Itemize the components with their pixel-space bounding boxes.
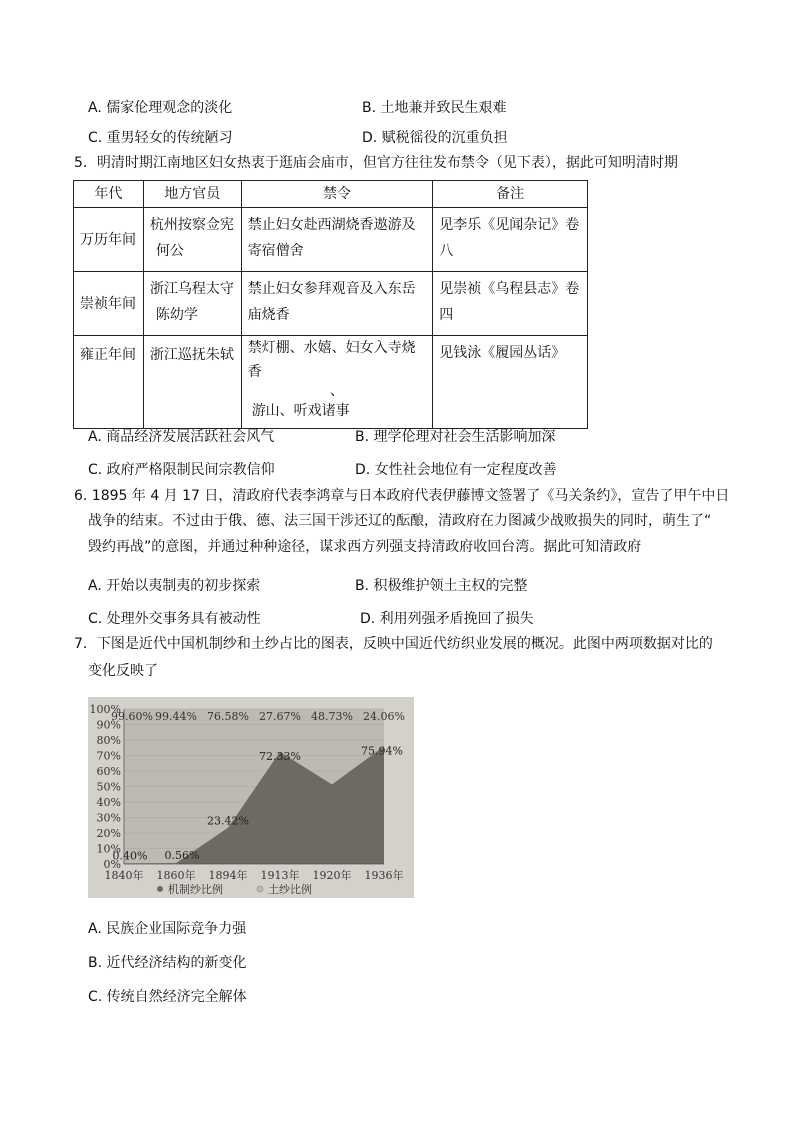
q7-option-b: B. 近代经济结构的新变化 [88, 955, 247, 971]
q4-option-a: A. 儒家伦理观念的淡化 [88, 100, 233, 116]
y-tick-label: 10% [96, 842, 121, 856]
cell-official: 浙江巡抚朱轼 [143, 336, 241, 429]
note-line: 见钱泳《履园丛话》 [439, 345, 566, 361]
y-tick-label: 30% [96, 811, 121, 825]
y-tick-label: 60% [96, 765, 121, 778]
note-line: 见李乐《见闻杂记》卷 [439, 217, 580, 233]
ban-line: 游山、听戏诸事 [251, 403, 350, 419]
ban-line: 禁止妇女赴西湖烧香遨游及 [247, 217, 416, 233]
q4-option-b: B. 土地兼并致民生艰难 [362, 100, 507, 116]
q6-line-2: 战争的结束。不过由于俄、德、法三国干涉还辽的酝酿，清政府在力图减少战败损失的同时，萌生了“ [88, 513, 712, 529]
data-label-land-yarn: 76.58% [207, 710, 249, 723]
note-line: 见崇祯《乌程县志》卷 [439, 281, 580, 297]
y-tick-label: 0% [103, 858, 121, 871]
ban-mark: 、 [329, 383, 344, 399]
q4-option-c: C. 重男轻女的传统陋习 [88, 130, 233, 146]
q6-line-1: 6. 1895 年 4 月 17 日，清政府代表李鸿章与日本政府代表伊藤博文签署了《马关条约》，宣告了甲午中日 [74, 488, 730, 504]
table-row [74, 272, 588, 336]
data-label-land-yarn: 48.73% [311, 710, 353, 723]
q5-option-d: D. 女性社会地位有一定程度改善 [355, 462, 557, 478]
q6-line-3: 毁约再战”的意图，并通过种种途径，谋求西方列强支持清政府收回台湾。据此可知清政府 [88, 539, 642, 555]
header-official: 地方官员 [143, 181, 241, 208]
ban-line: 寄宿僧舍 [247, 243, 304, 259]
legend-label-land-yarn: 土纱比例 [268, 883, 312, 896]
data-label-land-yarn: 99.44% [155, 710, 197, 723]
cell-note [433, 336, 588, 429]
cell-ban [241, 272, 433, 336]
x-tick-label: 1894年 [208, 869, 248, 882]
y-tick-label: 40% [96, 796, 121, 809]
table-header-row [74, 181, 588, 208]
y-tick-label: 100% [89, 703, 121, 716]
x-tick-label: 1936年 [364, 869, 404, 882]
q7-option-c: C. 传统自然经济完全解体 [88, 989, 247, 1005]
data-label-machine-yarn: 72.33% [259, 749, 301, 763]
ban-line: 庙烧香 [247, 307, 290, 323]
q7-line-1: 7．下图是近代中国机制纱和土纱占比的图表，反映中国近代纺织业发展的概况。此图中两项数据对比的 [74, 636, 713, 652]
cell-official [143, 272, 241, 336]
y-tick-label: 90% [96, 718, 121, 732]
cell-era: 雍正年间 [74, 336, 144, 429]
note-line: 四 [439, 307, 454, 323]
q5-option-c: C. 政府严格限制民间宗教信仰 [88, 462, 275, 478]
y-tick-label: 80% [96, 734, 121, 747]
q5-stem: 5．明清时期江南地区妇女热衷于逛庙会庙市，但官方往往发布禁令（见下表），据此可知明清时期 [74, 155, 678, 171]
data-label-land-yarn: 99.60% [111, 710, 153, 723]
official-line: 浙江乌程太守 [149, 281, 234, 297]
y-tick-label: 20% [96, 827, 121, 840]
q4-option-d: D. 赋税徭役的沉重负担 [362, 130, 508, 146]
x-tick-label: 1840年 [104, 869, 144, 882]
official-line: 杭州按察佥宪 [149, 217, 234, 233]
cell-ban [241, 208, 433, 272]
q6-option-d: D. 利用列强矛盾挽回了损失 [360, 611, 534, 627]
q5-option-b: B. 理学伦理对社会生活影响加深 [355, 429, 556, 445]
q7-option-a: A. 民族企业国际竞争力强 [88, 921, 247, 937]
cell-note [433, 272, 588, 336]
header-note: 备注 [433, 181, 588, 208]
q6-option-b: B. 积极维护领土主权的完整 [355, 578, 528, 594]
q6-option-a: A. 开始以夷制夷的初步探索 [88, 578, 261, 594]
data-label-machine-yarn: 23.42% [207, 814, 249, 828]
header-ban: 禁令 [241, 181, 433, 208]
chart-svg [88, 697, 414, 898]
data-label-land-yarn: 24.06% [363, 710, 405, 723]
header-era: 年代 [74, 181, 144, 208]
x-tick-label: 1860年 [156, 869, 196, 882]
cell-note [433, 208, 588, 272]
cell-era: 崇祯年间 [74, 272, 144, 336]
cell-ban [241, 336, 433, 429]
legend-swatch-land-yarn [257, 886, 263, 892]
x-tick-label: 1920年 [312, 869, 352, 882]
data-label-machine-yarn: 0.40% [112, 849, 148, 863]
official-line: 陈幼学 [155, 307, 198, 323]
data-label-machine-yarn: 75.94% [361, 744, 403, 758]
cell-era: 万历年间 [74, 208, 144, 272]
q5-table [73, 180, 588, 429]
table-row [74, 208, 588, 272]
q6-option-c: C. 处理外交事务具有被动性 [88, 611, 261, 627]
ban-line: 禁灯棚、水嬉、妇女入寺烧香 [247, 340, 416, 380]
x-tick-label: 1913年 [260, 869, 300, 882]
q7-line-2: 变化反映了 [88, 663, 158, 679]
table-row [74, 336, 588, 429]
data-label-machine-yarn: 0.56% [164, 849, 200, 863]
y-tick-label: 50% [96, 780, 121, 794]
note-line: 八 [439, 243, 454, 259]
legend-swatch-machine-yarn [157, 886, 163, 892]
legend-label-machine-yarn: 机制纱比例 [168, 883, 223, 896]
yarn-share-chart [88, 697, 414, 898]
ban-line: 禁止妇女参拜观音及入东岳 [247, 281, 416, 297]
y-tick-label: 70% [96, 749, 121, 763]
q5-option-a: A. 商品经济发展活跃社会风气 [88, 429, 275, 445]
cell-official [143, 208, 241, 272]
data-label-land-yarn: 27.67% [259, 710, 301, 723]
official-line: 何公 [155, 243, 184, 259]
